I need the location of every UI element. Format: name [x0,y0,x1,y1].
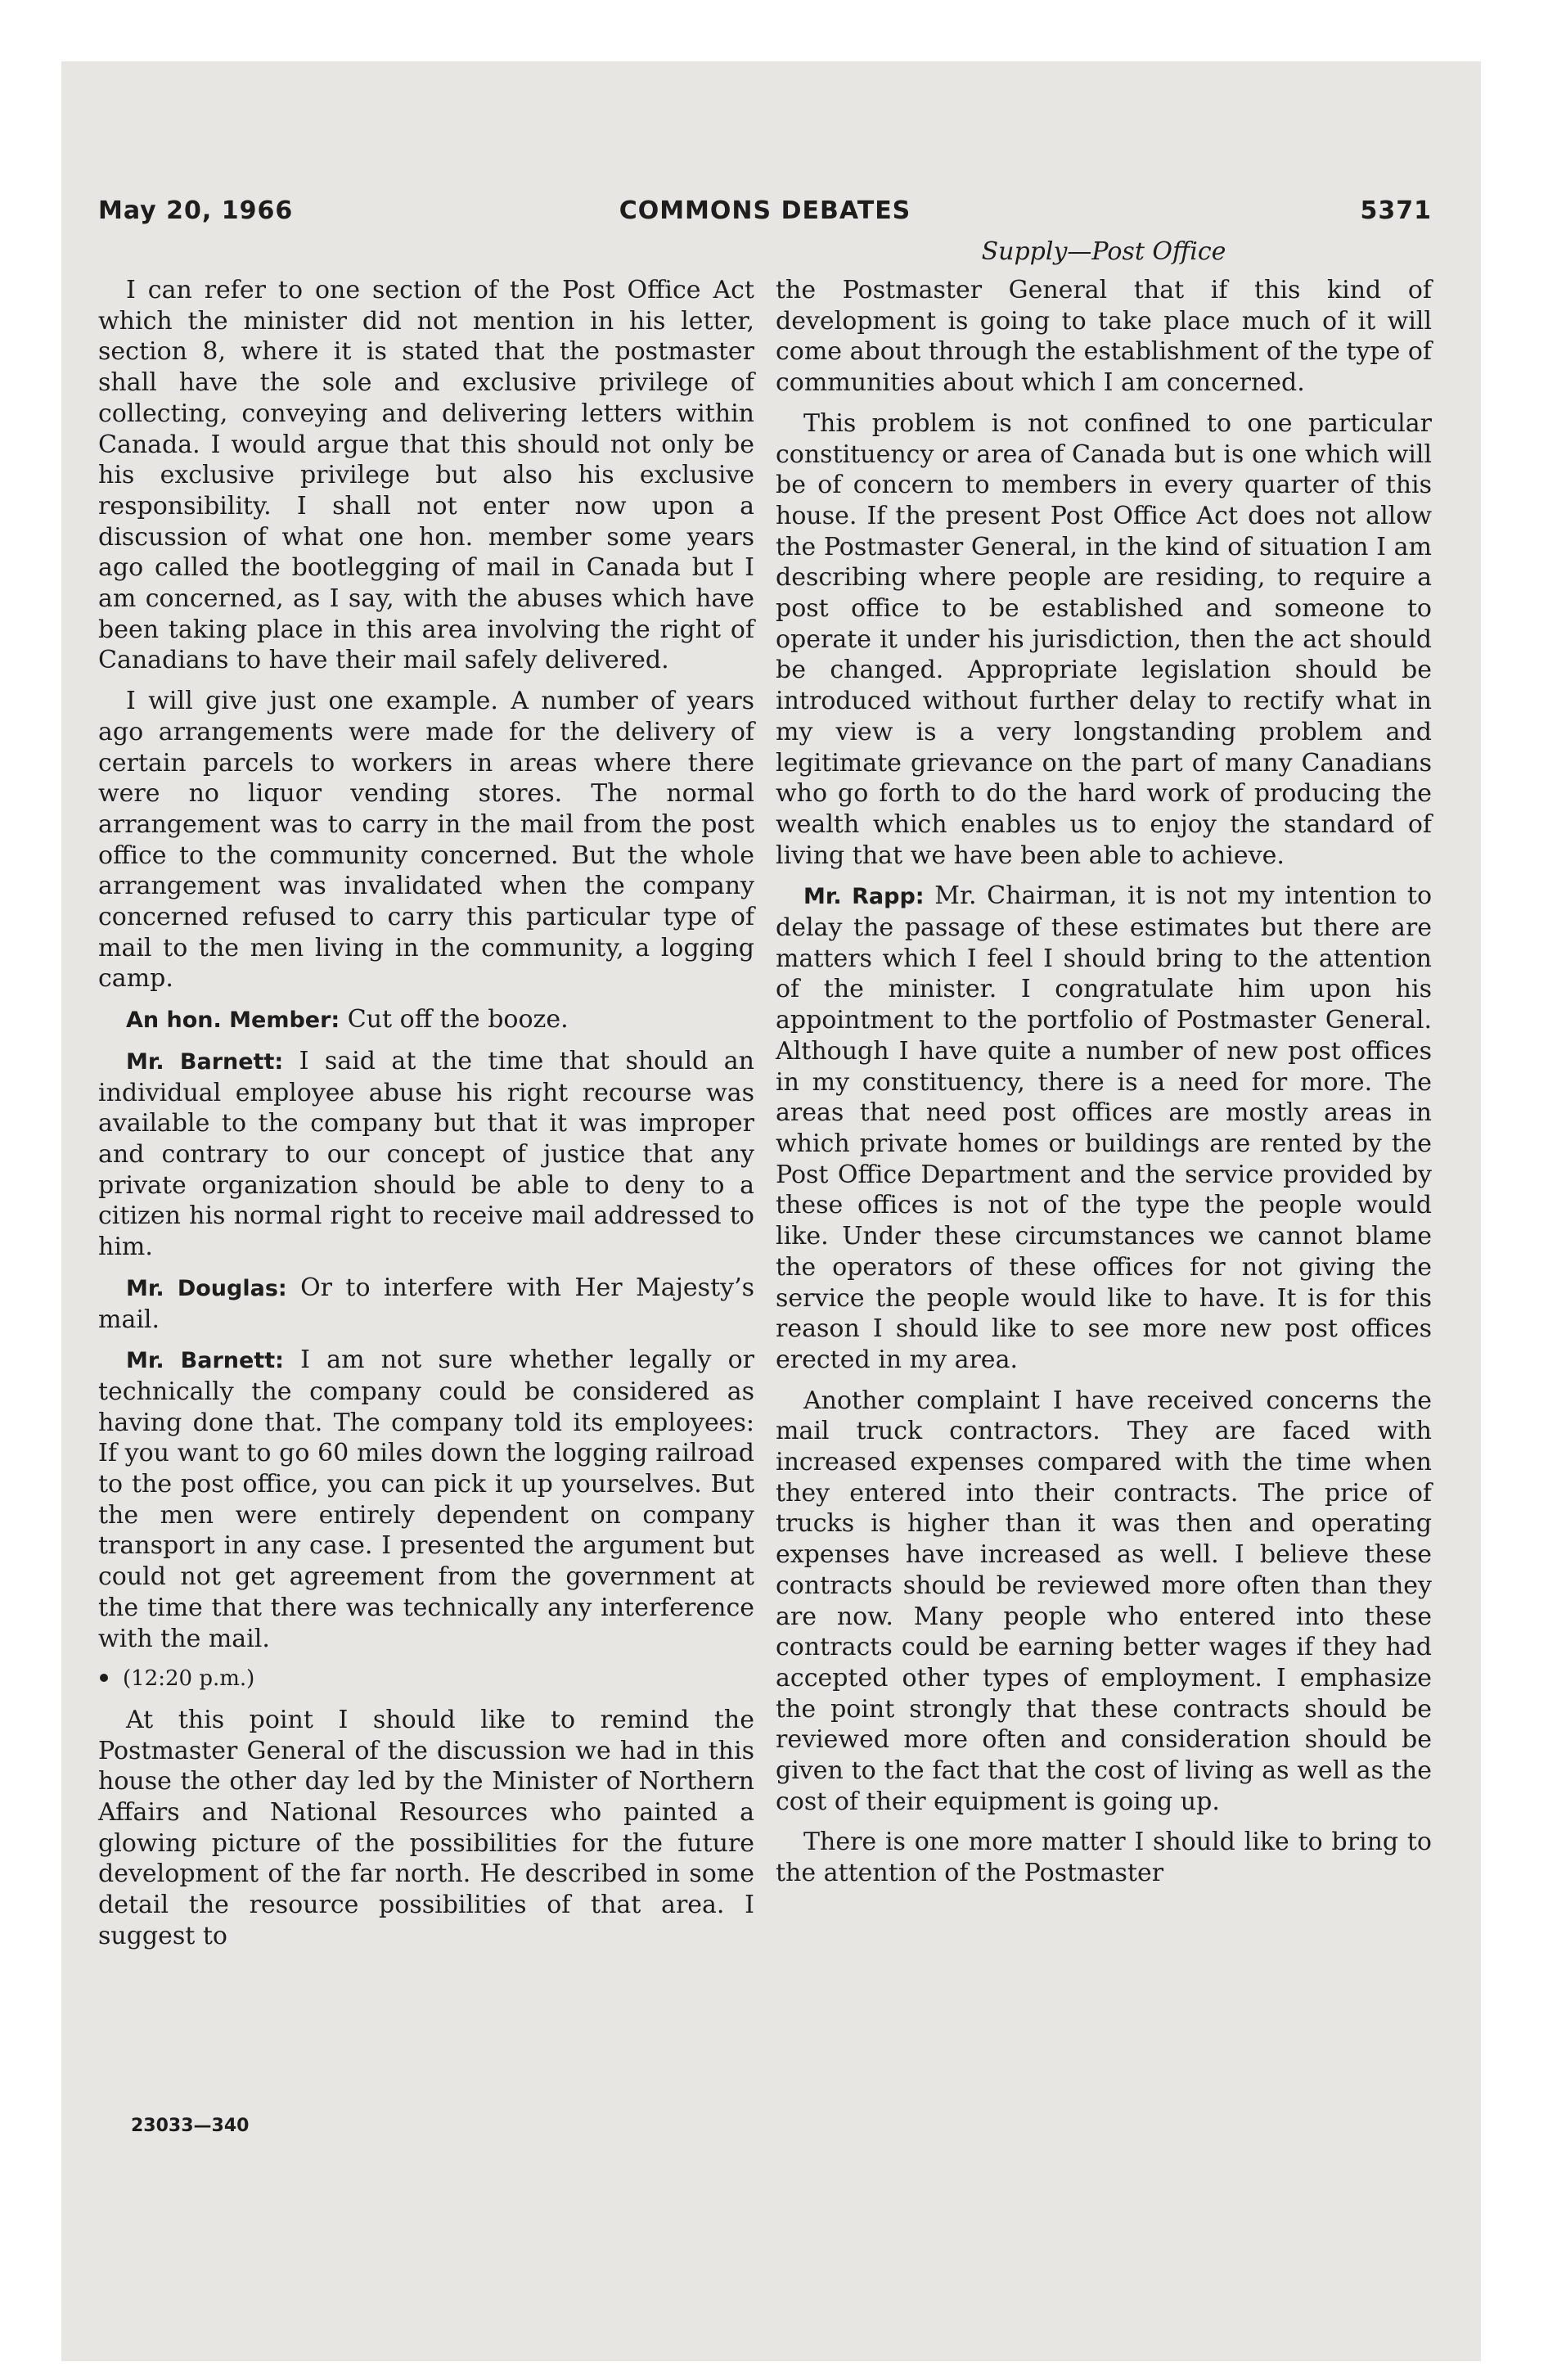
left-column [98,275,754,1962]
paragraph: Another complaint I have received concerns the mail truck contractors. They are faced with increased expenses compared with the time when they entered into their contracts. The price of trucks is higher than it was then and operating expenses have increased as well. I believe these contracts should be reviewed more often than they are now. Many people who entered into these contracts could be earning better wages if they had accepted other types of employment. I emphasize the point strongly that these contracts should be reviewed more often and consideration should be given to the fact that the cost of living as well as the cost of their equipment is going up. [776,1386,1432,1816]
running-head: Supply—Post Office [981,237,1226,266]
speech [98,1004,754,1036]
paragraph: I can refer to one section of the Post Office Act which the minister did not mention in his letter, section 8, where it is stated that the postmaster shall have the sole and exclusive privilege of collecting, conveying and delivering letters within Canada. I would argue that this should not only be his exclusive privilege but also his exclusive responsibility. I shall not enter now upon a discussion of what one hon. member some years ago called the bootlegging of mail in Canada but I am concerned, as I say, with the abuses which have been taking place in this area involving the right of Canadians to have their mail safely delivered. [98,276,754,675]
time-stamp [98,1664,754,1695]
speaker-name: An hon. Member: [126,1007,340,1034]
header-date: May 20, 1966 [98,196,294,225]
speech-text: I said at the time that should an individual employee abuse his right recourse was available to the company but that it was improper and contrary to our concept of justice that any private organization should be able to deny to a citizen his normal right to receive mail addressed to him. [98,1046,755,1262]
speaker-name: Mr. Barnett: [126,1348,284,1374]
header-title: COMMONS DEBATES [619,196,911,225]
speaker-name: Mr. Rapp: [803,884,925,910]
speech-text: I am not sure whether legally or technically the company could be considered as having done that. The company told its employees: If you want to go 60 miles down the logging railroad to the post office, you can pick it up yourselves. But the men were entirely dependent on company transport in any case. I presented the argument but could not get agreement from the government at the time that there was technically any interference with the mail. [98,1346,755,1653]
speaker-name: Mr. Barnett: [126,1048,284,1075]
speech [98,1046,754,1263]
speaker-name: Mr. Douglas: [126,1275,287,1301]
page-number: 5371 [1360,196,1432,225]
speech-text: Or to interfere with Her Majesty’s mail. [98,1273,755,1334]
speech-text: Mr. Chairman, it is not my intention to delay the passage of these estimates but there are matters which I feel I should bring to the attention of the minister. I congratulate him upon his appointment to the portfolio of Postmaster General. Although I have quite a number of new post offices in my constituency, there is a need for more. The areas that need post offices are mostly areas in which private homes or buildings are rented by the Post Office Department and the service provided by these offices is not of the type the people would like. Under these circumstances we cannot blame the operators of these offices for not giving the service the people would like to have. It is for this reason I should like to see more new post offices erected in my area. [776,881,1433,1374]
paragraph: This problem is not confined to one particular constituency or area of Canada but is one which will be of concern to members in every quarter of this house. If the present Post Office Act does not allow the Postmaster General, in the kind of situation I am describing where people are residing, to require a post office to be established and someone to operate it under his jurisdiction, then the act should be changed. Appropriate legislation should be introduced without further delay to rectify what in my view is a very longstanding problem and legitimate grievance on the part of many Canadians who go forth to do the hard work of producing the wealth which enables us to enjoy the standard of living that we have been able to achieve. [776,408,1432,870]
time-stamp-text: (12:20 p.m.) [123,1666,255,1692]
speech [98,1273,754,1335]
page-header [98,196,1432,237]
footer-code: 23033—340 [131,2116,250,2136]
speech [98,1345,754,1654]
paragraph: the Postmaster General that if this kind of development is going to take place much of it will come about through the establishment of the type of communities about which I am concerned. [776,276,1432,398]
paragraph: There is one more matter I should like to bring to the attention of the Postmaster [776,1828,1432,1888]
speech [776,881,1432,1375]
paragraph: At this point I should like to remind the Postmaster General of the discussion we had in this house the other day led by the Minister of Northern Affairs and National Resources who painted a glowing picture of the possibilities for the future development of the far north. He described in some detail the resource possibilities of that area. I suggest to [98,1705,754,1950]
paragraph: I will give just one example. A number of years ago arrangements were made for the delivery of certain parcels to workers in areas where there were no liquor vending stores. The normal arrangement was to carry in the mail from the post office to the community concerned. But the whole arrangement was invalidated when the company concerned refused to carry this particular type of mail to the men living in the community, a logging camp. [98,687,754,994]
bullet-icon [100,1674,108,1682]
speech-text: Cut off the booze. [340,1005,569,1034]
right-column [776,275,1432,1899]
